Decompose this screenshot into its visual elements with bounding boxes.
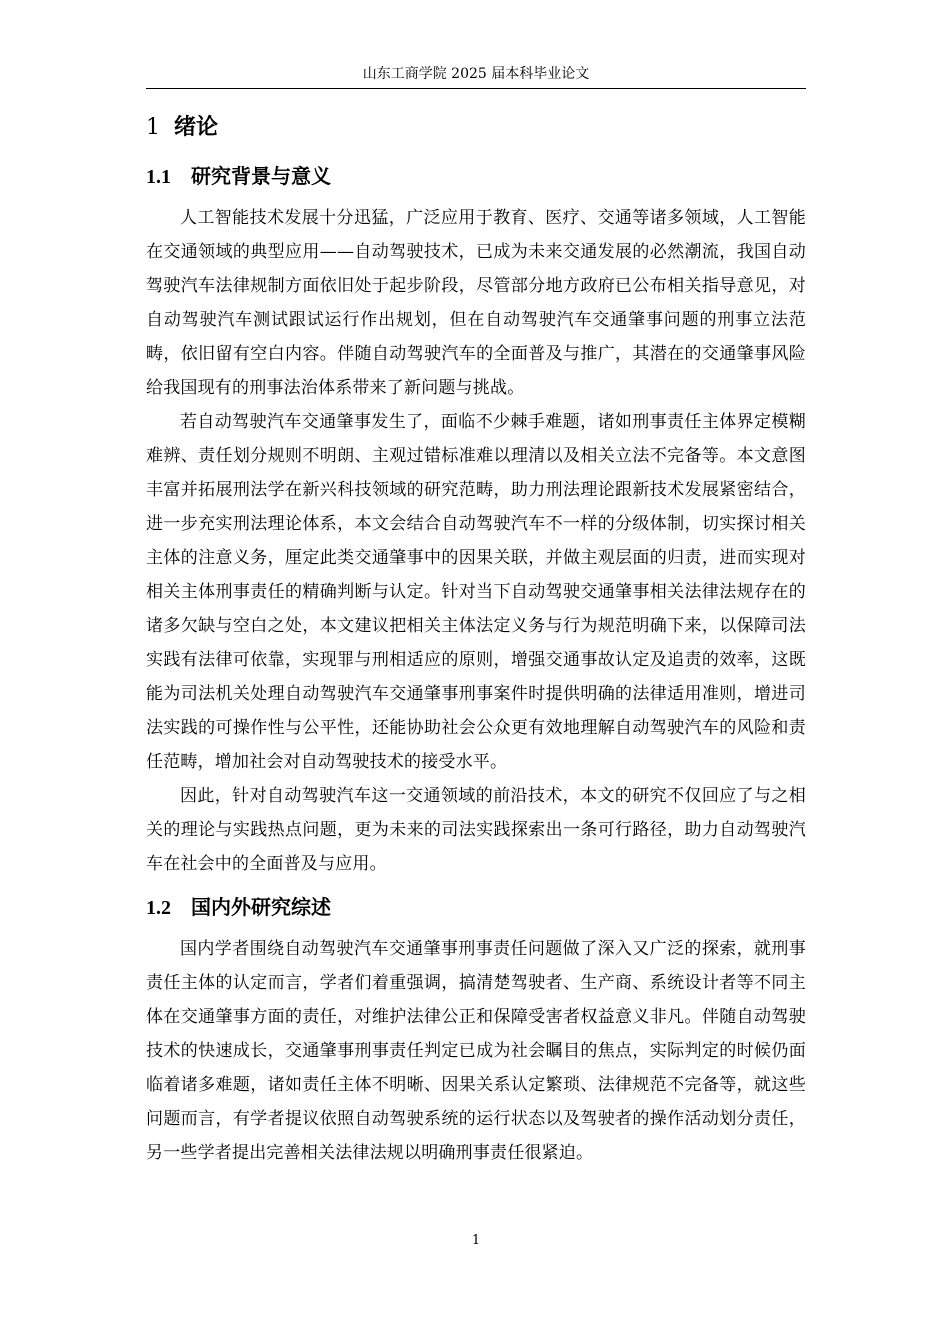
header-divider [146,88,806,89]
page-body [146,112,806,1170]
chapter-heading [146,112,806,150]
running-header: 山东工商学院 2025 届本科毕业论文 [362,66,590,82]
section-title: 研究背景与意义 [190,164,331,188]
section-heading-1-1 [146,162,806,191]
chapter-title: 绪论 [174,114,219,140]
chapter-number: 1 [146,115,160,140]
section-title: 国内外研究综述 [190,895,331,919]
paragraph: 若自动驾驶汽车交通肇事发生了，面临不少棘手难题，诸如刑事责任主体界定模糊难辨、责任划分规则不明朗、主观过错标准难以理清以及相关立法不完备等。本文意图丰富并拓展刑法学在新兴科技领域的研究范畴，助力刑法理论跟新技术发展紧密结合，进一步充实刑法理论体系，本文会结合自动驾驶汽车不一样的分级体制，切实探讨相关主体的注意义务，厘定此类交通肇事中的因果关联，并做主观层面的归责，进而实现对相关主体刑事责任的精确判断与认定。针对当下自动驾驶交通肇事相关法律法规存在的诸多欠缺与空白之处，本文建议把相关主体法定义务与行为规范明确下来，以保障司法实践有法律可依靠，实现罪与刑相适应的原则，增强交通事故认定及追责的效率，这既能为司法机关处理自动驾驶汽车交通肇事刑事案件时提供明确的法律适用准则，增进司法实践的可操作性与公平性，还能协助社会公众更有效地理解自动驾驶汽车的风险和责任范畴，增加社会对自动驾驶技术的接受水平。 [146,412,806,772]
section-number: 1.2 [146,897,171,919]
paragraph: 国内学者围绕自动驾驶汽车交通肇事刑事责任问题做了深入又广泛的探索，就刑事责任主体的认定而言，学者们着重强调，搞清楚驾驶者、生产商、系统设计者等不同主体在交通肇事方面的责任，对维护法律公正和保障受害者权益意义非凡。伴随自动驾驶技术的快速成长，交通肇事刑事责任判定已成为社会瞩目的焦点，实际判定的时候仍面临着诸多难题，诸如责任主体不明晰、因果关系认定繁琐、法律规范不完备等，就这些问题而言，有学者提议依照自动驾驶系统的运行状态以及驾驶者的操作活动划分责任，另一些学者提出完善相关法律法规以明确刑事责任很紧迫。 [146,939,806,1163]
paragraph: 人工智能技术发展十分迅猛，广泛应用于教育、医疗、交通等诸多领域，人工智能在交通领域的典型应用——自动驾驶技术，已成为未来交通发展的必然潮流，我国自动驾驶汽车法律规制方面依旧处于起步阶段，尽管部分地方政府已公布相关指导意见，对自动驾驶汽车测试跟试运行作出规划，但在自动驾驶汽车交通肇事问题的刑事立法范畴，依旧留有空白内容。伴随自动驾驶汽车的全面普及与推广，其潜在的交通肇事风险给我国现有的刑事法治体系带来了新问题与挑战。 [146,208,806,398]
section-heading-1-2 [146,893,806,922]
section-number: 1.1 [146,166,171,188]
paragraph: 因此，针对自动驾驶汽车这一交通领域的前沿技术，本文的研究不仅回应了与之相关的理论与实践热点问题，更为未来的司法实践探索出一条可行路径，助力自动驾驶汽车在社会中的全面普及与应用。 [146,786,806,874]
page-number: 1 [471,1233,481,1248]
